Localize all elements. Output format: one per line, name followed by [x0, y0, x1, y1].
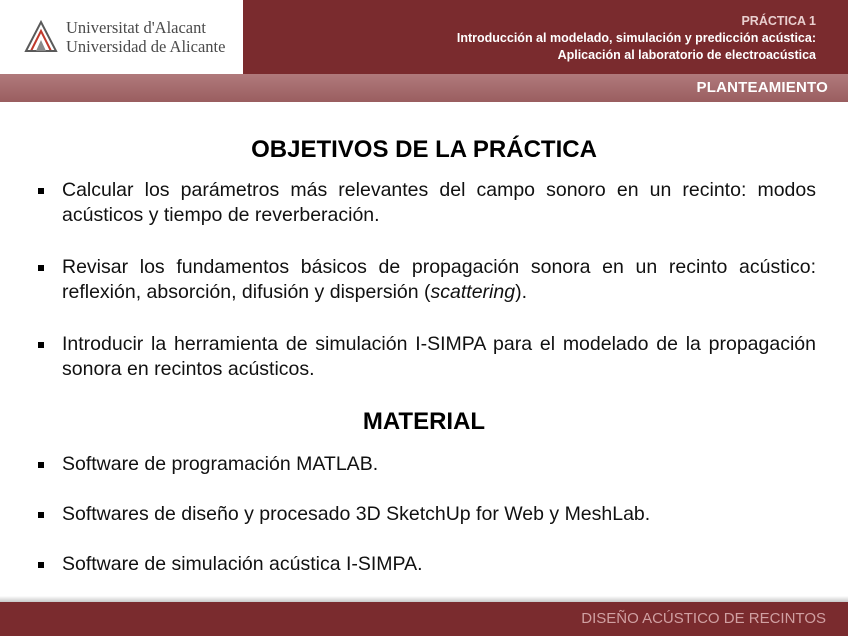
logo-line-spanish: Universidad de Alicante: [66, 37, 226, 56]
material-item: Software de simulación acústica I-SIMPA.: [36, 552, 816, 577]
objective-item: Calcular los parámetros más relevantes del campo sonoro en un recinto: modos acústicos y tiempo de reverberación.: [36, 178, 816, 228]
material-item: Softwares de diseño y procesado 3D SketchUp for Web y MeshLab.: [36, 502, 816, 527]
header-bar: [0, 0, 848, 74]
header-info: [457, 13, 816, 64]
practice-title-line1: Introducción al modelado, simulación y predicción acústica:: [456, 31, 816, 45]
objectives-title: OBJETIVOS DE LA PRÁCTICA: [251, 136, 597, 163]
objective-item: Introducir la herramienta de simulación I-SIMPA para el modelado de la propagación sonora en recintos acústicos.: [36, 332, 816, 382]
practice-number: PRÁCTICA 1: [741, 14, 816, 28]
logo-line-valencian: Universitat d'Alacant: [66, 18, 206, 37]
university-logo: [0, 0, 243, 74]
objective-item: Revisar los fundamentos básicos de propagación sonora en un recinto acústico: reflexión, absorción, difusión y dispersión (scattering).: [36, 255, 816, 305]
logo-text: [66, 18, 225, 56]
footer-bar: [0, 602, 848, 636]
practice-title-line2: Aplicación al laboratorio de electroacústica: [557, 48, 816, 62]
section-label: PLANTEAMIENTO: [696, 79, 828, 96]
material-list: [36, 452, 816, 577]
objectives-list: [36, 178, 816, 382]
material-title: MATERIAL: [362, 408, 486, 435]
university-emblem-icon: [24, 18, 58, 54]
section-bar: [0, 74, 848, 102]
course-name: DISEÑO ACÚSTICO DE RECINTOS: [581, 610, 826, 627]
material-item: Software de programación MATLAB.: [36, 452, 816, 477]
